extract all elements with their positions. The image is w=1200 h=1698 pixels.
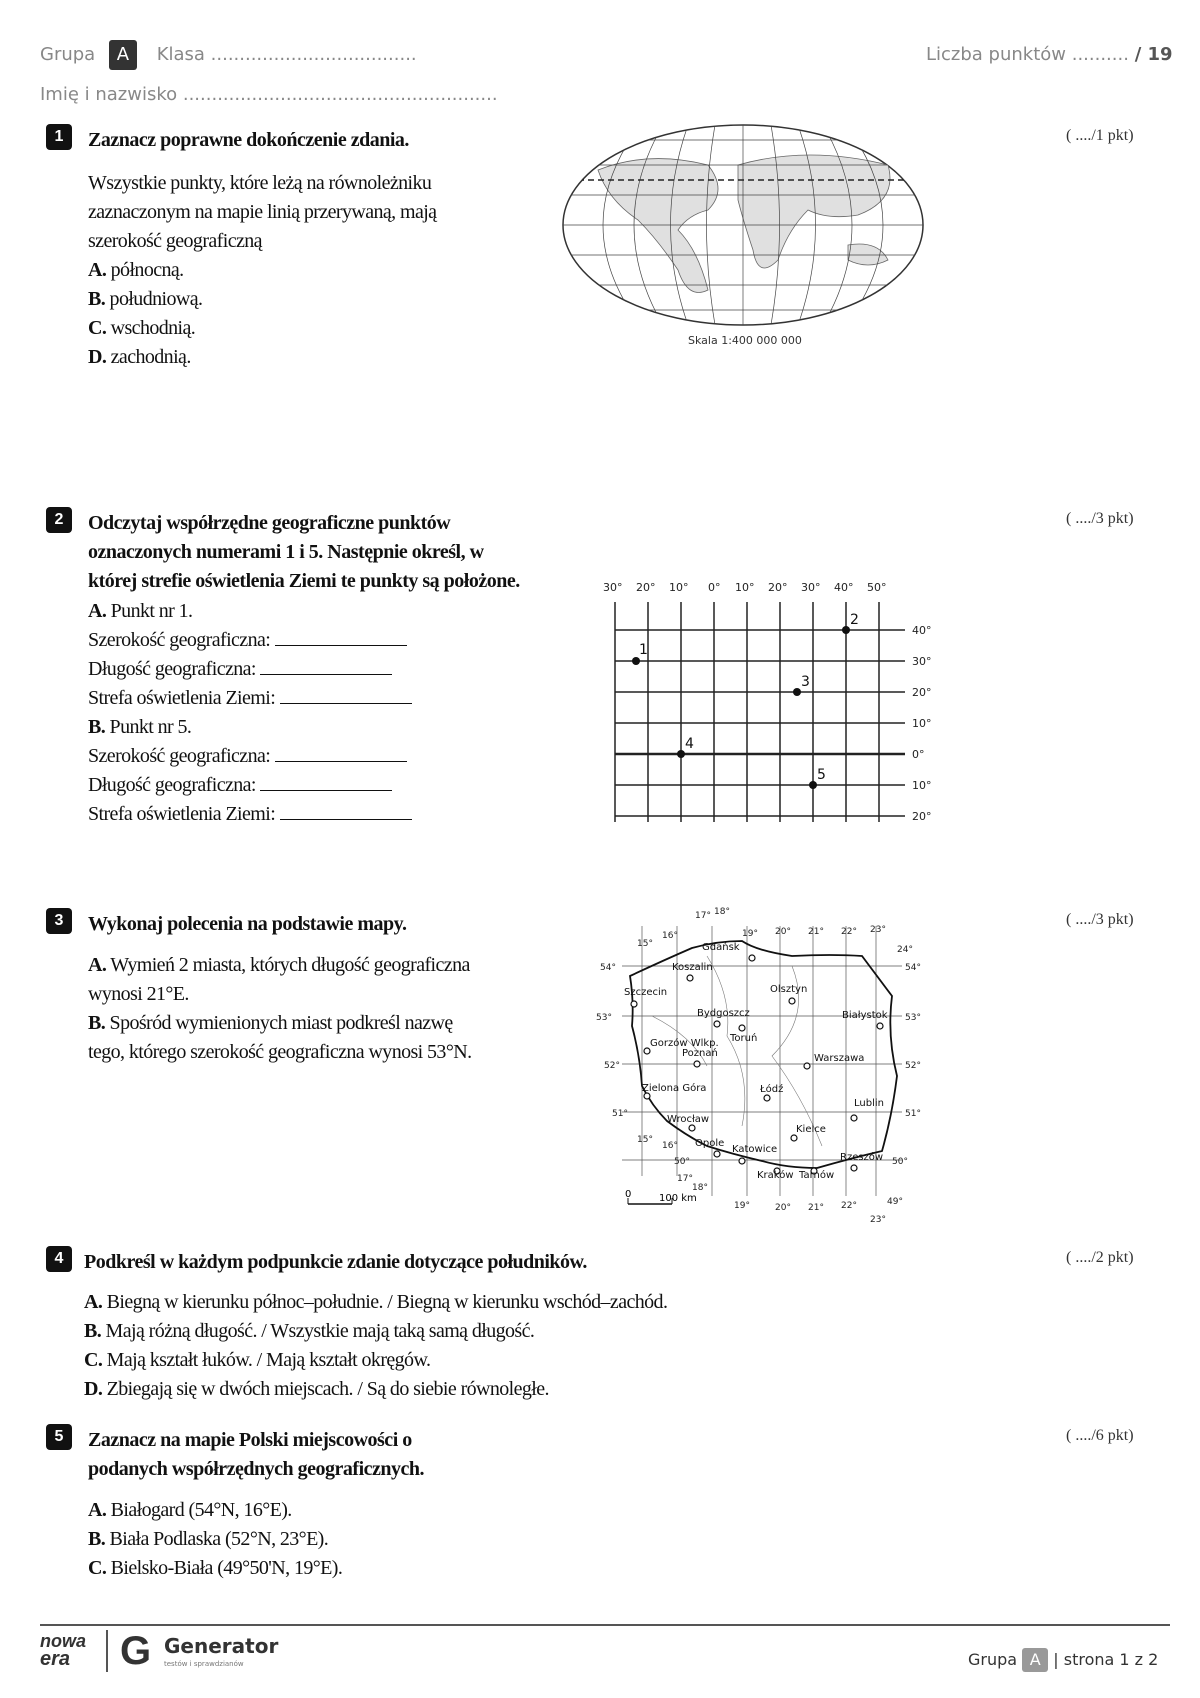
- question-4-points: ( ..../2 pkt): [1066, 1249, 1134, 1266]
- grid-lon-label: 20°: [768, 581, 788, 594]
- q5-title-line: podanych współrzędnych geograficznych.: [88, 1458, 424, 1480]
- question-5-body: [88, 1496, 342, 1583]
- question-3-title: Wykonaj polecenia na podstawie mapy.: [88, 913, 407, 935]
- city-label: Bydgoszcz: [697, 1008, 750, 1019]
- city-poznan: [694, 1061, 700, 1067]
- map-lon-label: 16°: [662, 931, 678, 941]
- map-lat-label: 50°: [674, 1157, 690, 1167]
- map-lon-label: 23°: [870, 1215, 886, 1225]
- q3-part-b: B. Spośród wymienionych miast podkreśl nazwę: [88, 1012, 453, 1034]
- question-1-number: 1: [46, 124, 72, 150]
- q5-option-a: A. Białogard (54°N, 16°E).: [88, 1499, 292, 1521]
- city-label: Zielona Góra: [642, 1083, 707, 1094]
- question-2-number: 2: [46, 507, 72, 533]
- city-label: Gdańsk: [702, 942, 740, 953]
- q4-option-c[interactable]: C. Mają kształt łuków. / Mają kształt okręgów.: [84, 1349, 431, 1371]
- map-lon-label: 15°: [637, 939, 653, 949]
- map-lon-label: 16°: [662, 1141, 678, 1151]
- grid-lon-label: 10°: [669, 581, 689, 594]
- q1-option-a[interactable]: A. północną.: [88, 259, 184, 281]
- map-lon-label: 17°: [677, 1174, 693, 1184]
- grid-lon-label: 20°: [636, 581, 656, 594]
- world-map-scale: Skala 1:400 000 000: [688, 334, 802, 347]
- grid-point-label: 1: [639, 642, 648, 658]
- grid-point-label: 2: [850, 612, 859, 628]
- grid-point-label: 4: [685, 736, 694, 752]
- city-label: Koszalin: [672, 962, 713, 973]
- grid-point-5: [809, 781, 817, 789]
- map-lat-label: 50°: [892, 1157, 908, 1167]
- grid-lon-label: 30°: [603, 581, 623, 594]
- city-label: Olsztyn: [770, 984, 808, 995]
- map-lon-label: 19°: [742, 929, 758, 939]
- question-1-title: Zaznacz poprawne dokończenie zdania.: [88, 129, 409, 151]
- city-label: Kraków: [757, 1170, 794, 1181]
- city-warszawa: [804, 1063, 810, 1069]
- question-3-points: ( ..../3 pkt): [1066, 911, 1134, 928]
- question-1-points: ( ..../1 pkt): [1066, 127, 1134, 144]
- city-bialystok: [877, 1023, 883, 1029]
- group-badge: A: [109, 40, 137, 70]
- map-scale-bar: [625, 1189, 697, 1204]
- grid-point-label: 3: [801, 674, 810, 690]
- city-label: Wrocław: [667, 1114, 710, 1125]
- q3-line: tego, którego szerokość geograficzna wynosi 53°N.: [88, 1041, 472, 1063]
- city-label: Poznań: [682, 1048, 718, 1059]
- map-lon-label: 21°: [808, 927, 824, 937]
- grid-lat-label: 0°: [912, 748, 925, 761]
- q4-option-b[interactable]: B. Mają różną długość. / Wszystkie mają taką samą długość.: [84, 1320, 535, 1342]
- q2-part-b: B. Punkt nr 5.: [88, 716, 192, 738]
- city-wroclaw: [689, 1125, 695, 1131]
- name-field[interactable]: Imię i nazwisko .......................................................: [40, 84, 498, 105]
- map-lat-label: 53°: [905, 1013, 921, 1023]
- map-scale-label: 100 km: [659, 1193, 697, 1204]
- class-field[interactable]: Klasa ....................................: [156, 44, 417, 65]
- city-szczecin: [631, 1001, 637, 1007]
- question-5-points: ( ..../6 pkt): [1066, 1427, 1134, 1444]
- question-4-body: [84, 1288, 667, 1404]
- footer-group-badge: A: [1022, 1648, 1048, 1672]
- header-group: [40, 40, 417, 70]
- q2-title-line: oznaczonych numerami 1 i 5. Następnie określ, w: [88, 541, 484, 563]
- grid-point-3: [793, 688, 801, 696]
- city-label: Lublin: [854, 1098, 884, 1109]
- question-2-title: [88, 509, 520, 596]
- grid-lon-label: 0°: [708, 581, 721, 594]
- q5-option-b: B. Biała Podlaska (52°N, 23°E).: [88, 1528, 329, 1550]
- question-3-number: 3: [46, 908, 72, 934]
- question-2-body: [88, 597, 412, 829]
- map-lon-label: 22°: [841, 1201, 857, 1211]
- footer-divider: [40, 1624, 1170, 1626]
- generator-subtitle: testów i sprawdzianów: [164, 1660, 244, 1668]
- map-lat-label: 51°: [905, 1109, 921, 1119]
- map-lat-label: 51°: [612, 1109, 628, 1119]
- grid-lon-label: 40°: [834, 581, 854, 594]
- city-torun: [739, 1025, 745, 1031]
- footer-page-info: Grupa A | strona 1 z 2: [968, 1648, 1158, 1672]
- q1-line: szerokość geograficzną: [88, 230, 262, 252]
- question-5-number: 5: [46, 1424, 72, 1450]
- city-label: Rzeszów: [840, 1152, 884, 1163]
- q5-title-line: Zaznacz na mapie Polski miejscowości o: [88, 1429, 412, 1451]
- grid-point-label: 5: [817, 767, 826, 783]
- grid-lat-label: 10°: [912, 717, 932, 730]
- map-lat-label: 52°: [604, 1061, 620, 1071]
- map-lat-label: 53°: [596, 1013, 612, 1023]
- city-bydgoszcz: [714, 1021, 720, 1027]
- city-label: Kielce: [796, 1124, 826, 1135]
- city-lublin: [851, 1115, 857, 1121]
- q2-a-lon[interactable]: Długość geograficzna:: [88, 655, 412, 684]
- city-label: Toruń: [730, 1033, 758, 1044]
- city-label: Warszawa: [814, 1053, 865, 1064]
- grid-point-2: [842, 626, 850, 634]
- q1-option-c[interactable]: C. wschodnią.: [88, 317, 196, 339]
- map-lon-label: 22°: [841, 927, 857, 937]
- map-lon-label: 18°: [692, 1183, 708, 1193]
- city-olsztyn: [789, 998, 795, 1004]
- generator-g-icon: G: [120, 1629, 152, 1673]
- city-label: Łódź: [760, 1084, 784, 1095]
- q2-part-a: A. Punkt nr 1.: [88, 600, 193, 622]
- grid-lat-label: 10°: [912, 779, 932, 792]
- q1-line: Wszystkie punkty, które leżą na równoleżniku: [88, 172, 432, 194]
- map-lat-label: 49°: [887, 1197, 903, 1207]
- map-lat-label: 54°: [905, 963, 921, 973]
- question-2-points: ( ..../3 pkt): [1066, 510, 1134, 527]
- city-koszalin: [687, 975, 693, 981]
- q3-part-a: A. Wymień 2 miasta, których długość geograficzna: [88, 954, 470, 976]
- city-rzeszow: [851, 1165, 857, 1171]
- city-label: Białystok: [842, 1010, 888, 1021]
- q2-b-lat[interactable]: Szerokość geograficzna:: [88, 742, 412, 771]
- city-kielce: [791, 1135, 797, 1141]
- poland-map: [592, 906, 932, 1226]
- grid-lat-label: 40°: [912, 624, 932, 637]
- q3-line: wynosi 21°E.: [88, 983, 189, 1005]
- q4-option-d[interactable]: D. Zbiegają się w dwóch miejscach. / Są do siebie równoległe.: [84, 1378, 549, 1400]
- question-4-number: 4: [46, 1246, 72, 1272]
- city-label: Szczecin: [624, 987, 668, 998]
- q5-option-c: C. Bielsko-Biała (49°50'N, 19°E).: [88, 1557, 343, 1579]
- q2-a-zone[interactable]: Strefa oświetlenia Ziemi:: [88, 684, 412, 713]
- question-4-title: Podkreśl w każdym podpunkcie zdanie dotyczące południków.: [84, 1251, 587, 1273]
- logo-divider: [106, 1630, 108, 1672]
- nowa-era-logo: nowa era: [40, 1631, 87, 1670]
- q4-option-a[interactable]: A. Biegną w kierunku północ–południe. / Biegną w kierunku wschód–zachód.: [84, 1291, 668, 1313]
- city-opole: [714, 1151, 720, 1157]
- q2-title-line: Odczytaj współrzędne geograficzne punktów: [88, 512, 451, 534]
- city-label: Opole: [695, 1138, 725, 1149]
- footer-page-number: | strona 1 z 2: [1053, 1650, 1159, 1669]
- q2-title-line: której strefie oświetlenia Ziemi te punkty są położone.: [88, 570, 520, 592]
- grid-lon-label: 10°: [735, 581, 755, 594]
- q2-b-zone[interactable]: Strefa oświetlenia Ziemi:: [88, 800, 412, 829]
- q2-a-lat[interactable]: Szerokość geograficzna:: [88, 626, 412, 655]
- world-map: [558, 120, 928, 350]
- grid-lat-label: 30°: [912, 655, 932, 668]
- city-label: Tarnów: [799, 1170, 835, 1181]
- map-lon-label: 19°: [734, 1201, 750, 1211]
- map-lon-label: 18°: [714, 907, 730, 917]
- grid-lat-label: 20°: [912, 686, 932, 699]
- q1-line: zaznaczonym na mapie linią przerywaną, mają: [88, 201, 437, 223]
- map-scale-zero: 0: [625, 1189, 632, 1200]
- map-lat-label: 52°: [905, 1061, 921, 1071]
- map-lon-label: 23°: [870, 925, 886, 935]
- map-lon-label: 21°: [808, 1203, 824, 1213]
- coordinate-grid: [600, 574, 940, 824]
- map-lon-label: 20°: [775, 927, 791, 937]
- question-3-body: [88, 951, 471, 1067]
- map-lon-label: 15°: [637, 1135, 653, 1145]
- grid-point-4: [677, 750, 685, 758]
- question-5-title: [88, 1426, 424, 1484]
- city-katowice: [739, 1158, 745, 1164]
- map-lon-label: 24°: [897, 945, 913, 955]
- grid-lon-label: 30°: [801, 581, 821, 594]
- grid-lon-label: 50°: [867, 581, 887, 594]
- points-field[interactable]: Liczba punktów ..........: [926, 44, 1129, 65]
- city-label: Katowice: [732, 1144, 778, 1155]
- city-gdansk: [749, 955, 755, 961]
- q1-option-b[interactable]: B. południową.: [88, 288, 203, 310]
- map-lon-label: 20°: [775, 1203, 791, 1213]
- city-label: Gorzów Wlkp.: [650, 1038, 719, 1049]
- generator-title: Generator: [164, 1634, 279, 1658]
- grid-point-1: [632, 657, 640, 665]
- header-points: [926, 44, 1173, 65]
- map-lon-label: 17°: [695, 911, 711, 921]
- question-1-body: [88, 169, 436, 372]
- city-lodz: [764, 1095, 770, 1101]
- q2-b-lon[interactable]: Długość geograficzna:: [88, 771, 412, 800]
- q1-option-d[interactable]: D. zachodnią.: [88, 346, 191, 368]
- group-label: Grupa: [40, 44, 96, 65]
- points-total: / 19: [1134, 44, 1173, 65]
- grid-lat-label: 20°: [912, 810, 932, 823]
- map-lat-label: 54°: [600, 963, 616, 973]
